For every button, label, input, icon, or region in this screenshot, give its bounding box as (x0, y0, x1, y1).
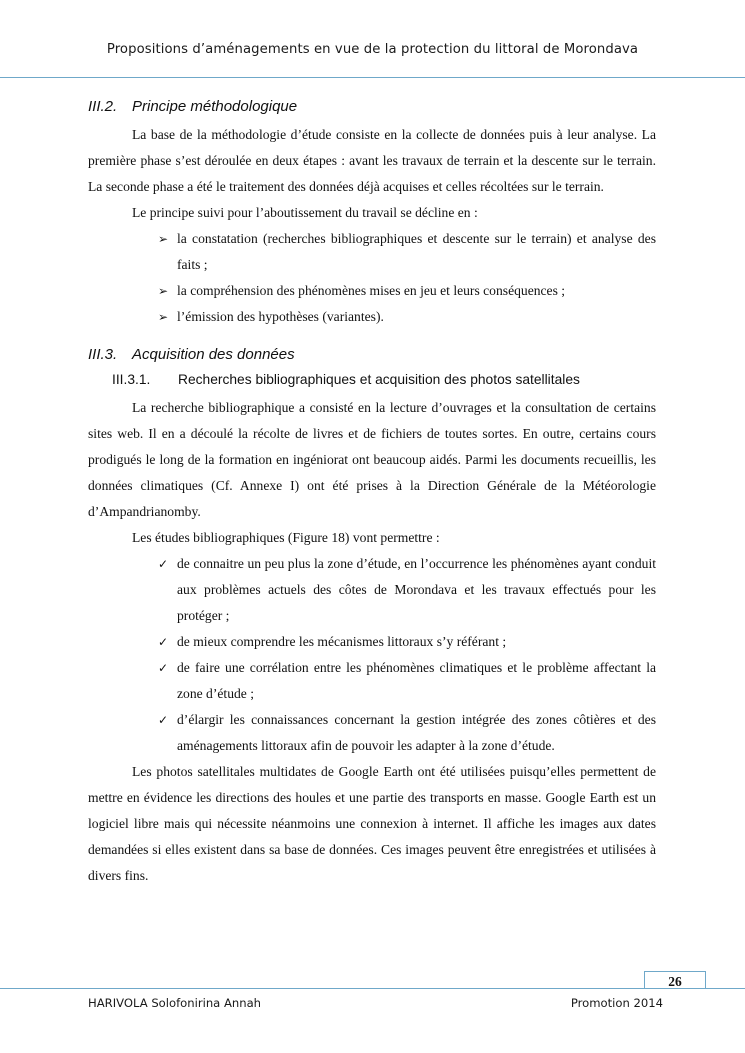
page-header-title: Propositions d’aménagements en vue de la protection du littoral de Morondava (106, 42, 639, 57)
section-title: Principe méthodologique (132, 98, 298, 115)
checkmark-icon: ✓ (158, 661, 169, 675)
paragraph-recherche-bibliographique: La recherche bibliographique a consisté en la lecture d’ouvrages et la consultation de certains sites web. Il en a découlé la récolte de livres et de fichiers de toutes sortes. En outre, certains cours prodigués le long de la formation en ingéniorat ont beaucoup aidés. Parmi les documents recueillis, les données climatiques (Cf. Annexe I) ont été prises à la Direction Générale de la Météorologie d’Ampandrianomby. (88, 400, 656, 519)
list-item-text: de connaitre un peu plus la zone d’étude, en l’occurrence les phénomènes ayant conduit aux problèmes actuels des côtes de Morondava et les travaux effectués pour les protéger ; (177, 556, 656, 623)
arrow-bullet-icon: ➢ (158, 232, 169, 246)
paragraph-principe-intro: Le principe suivi pour l’aboutissement du travail se décline en : (132, 205, 478, 220)
section-heading-principe (88, 96, 656, 118)
checkmark-icon: ✓ (158, 713, 169, 727)
footer-promotion: Promotion 2014 (570, 996, 663, 1010)
paragraph-google-earth: Les photos satellitales multidates de Google Earth ont été utilisées puisqu’elles permettent de mettre en évidence les directions des houles et une partie des transports en masse. Google Earth est un logiciel libre mais qui nécessite néanmoins une connexion à internet. Il affiche les images aux dates demandées si elles existent dans sa base de données. Ces images peuvent être enregistrées et utilisées à divers fins. (88, 764, 656, 883)
list-item (158, 629, 656, 655)
footer-divider (0, 988, 745, 989)
arrow-bullet-icon: ➢ (158, 284, 169, 298)
list-item (158, 278, 656, 304)
list-item-text: la compréhension des phénomènes mises en jeu et leurs conséquences ; (177, 283, 566, 298)
section-title: Acquisition des données (132, 346, 295, 363)
section-spacer (88, 330, 656, 344)
list-item (158, 655, 656, 707)
paragraph-methodologie: La base de la méthodologie d’étude consiste en la collecte de données puis à leur analyse. La première phase s’est déroulée en deux étapes : avant les travaux de terrain et la descente sur le terrain. La seconde phase a été le traitement des données déjà acquises et celles récoltées sur le terrain. (88, 127, 656, 194)
objectives-check-list (88, 551, 656, 759)
list-item-text: de faire une corrélation entre les phénomènes climatiques et le problème affectant la zone d’étude ; (177, 660, 656, 701)
subsection-title: Recherches bibliographiques et acquisition des photos satellitales (178, 372, 580, 387)
list-item-text: d’élargir les connaissances concernant la gestion intégrée des zones côtières et des aménagements littoraux afin de pouvoir les adapter à la zone d’étude. (177, 712, 656, 753)
paragraph-etudes-intro: Les études bibliographiques (Figure 18) vont permettre : (132, 530, 440, 545)
list-item-text: l’émission des hypothèses (variantes). (177, 309, 384, 324)
list-item (158, 707, 656, 759)
list-item (158, 304, 656, 330)
header-divider (0, 77, 745, 78)
section-heading-acquisition (88, 344, 656, 366)
page-number: 26 (644, 971, 706, 989)
list-item-text: la constatation (recherches bibliographiques et descente sur le terrain) et analyse des faits ; (177, 231, 656, 272)
list-item-text: de mieux comprendre les mécanismes littoraux s’y référant ; (177, 634, 507, 649)
checkmark-icon: ✓ (158, 557, 169, 571)
section-number: III.3. (88, 346, 118, 363)
footer-author: HARIVOLA Solofonirina Annah (88, 996, 262, 1010)
list-item (158, 551, 656, 629)
subsection-heading-recherches (112, 370, 656, 390)
checkmark-icon: ✓ (158, 635, 169, 649)
arrow-bullet-icon: ➢ (158, 310, 169, 324)
list-item (158, 226, 656, 278)
principle-bullet-list (88, 226, 656, 330)
subsection-number: III.3.1. (112, 372, 151, 387)
section-number: III.2. (88, 98, 118, 115)
page-body (88, 96, 656, 889)
